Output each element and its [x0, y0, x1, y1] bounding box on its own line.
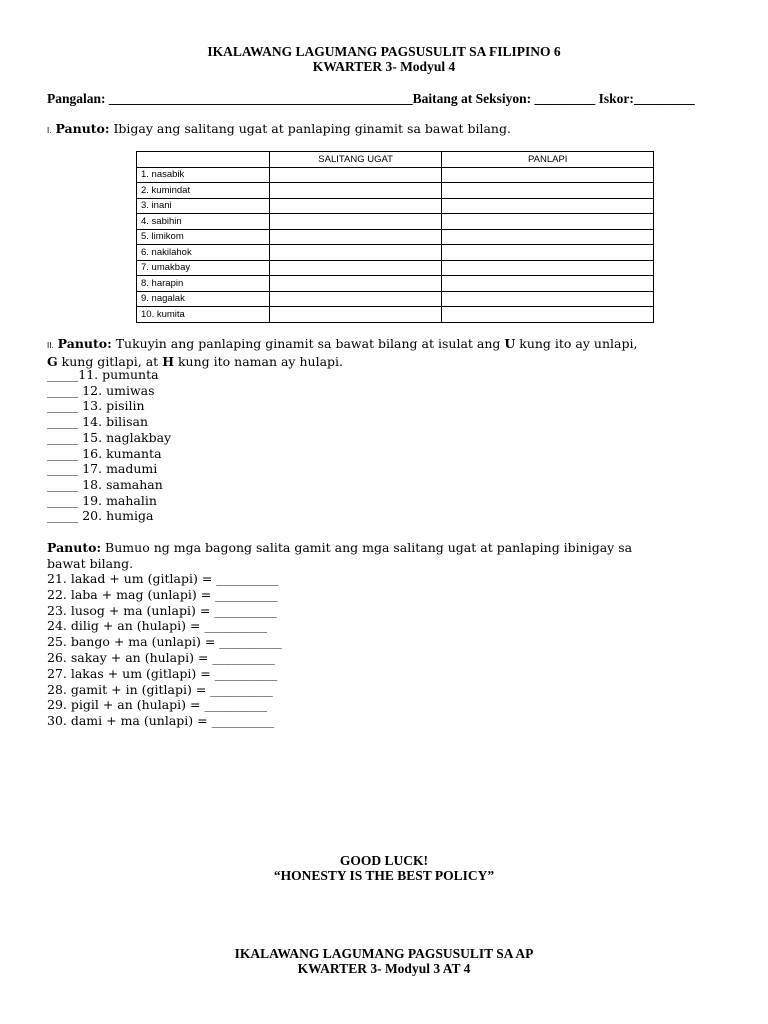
list-item[interactable]: _____11. pumunta [47, 367, 159, 382]
student-info-line [47, 91, 727, 107]
table-row [137, 183, 654, 199]
part1-instruction [47, 121, 511, 139]
table-cell-root-input[interactable] [269, 229, 442, 245]
table-row [137, 214, 654, 230]
table-cell-affix-input[interactable] [442, 307, 654, 323]
table-header-affix: PANLAPI [442, 152, 654, 168]
part1-text: Ibigay ang salitang ugat at panlaping ginamit sa bawat bilang. [109, 121, 511, 136]
part3-label: Panuto: [47, 540, 102, 555]
table-cell-affix-input[interactable] [442, 214, 654, 230]
table-cell-affix-input[interactable] [442, 260, 654, 276]
part2-roman: II. [47, 341, 54, 350]
table-cell-affix-input[interactable] [442, 167, 654, 183]
part2-text: kung ito ay unlapi, [515, 336, 638, 351]
list-item[interactable]: 26. sakay + an (hulapi) = __________ [47, 649, 275, 665]
list-item[interactable]: 28. gamit + in (gitlapi) = __________ [47, 681, 273, 697]
table-cell-affix-input[interactable] [442, 291, 654, 307]
table-cell-word: 1. nasabik [137, 167, 270, 183]
list-item[interactable]: 22. laba + mag (unlapi) = __________ [47, 586, 278, 602]
list-item[interactable]: _____ 18. samahan [47, 476, 163, 492]
table-cell-affix-input[interactable] [442, 245, 654, 261]
table-row [137, 260, 654, 276]
closing-good-luck: GOOD LUCK! [339, 853, 429, 868]
part1-label: Panuto: [55, 121, 110, 136]
list-item[interactable]: _____ 16. kumanta [47, 445, 162, 461]
table-cell-word: 3. inani [137, 198, 270, 214]
next-test-subtitle: KWARTER 3- Modyul 3 AT 4 [297, 961, 471, 976]
part2-text: kung gitlapi, at [57, 354, 163, 369]
table-cell-word: 2. kumindat [137, 183, 270, 199]
table-cell-affix-input[interactable] [442, 198, 654, 214]
part3-items [47, 571, 282, 729]
table-row [137, 167, 654, 183]
list-item[interactable]: 29. pigil + an (hulapi) = __________ [47, 697, 267, 713]
table-cell-root-input[interactable] [269, 214, 442, 230]
page-subtitle: KWARTER 3- Modyul 4 [312, 59, 456, 74]
list-item[interactable]: _____ 13. pisilin [47, 398, 145, 414]
list-item[interactable]: _____ 17. madumi [47, 461, 158, 477]
table-row [137, 307, 654, 323]
part3-text: Bumuo ng mga bagong salita gamit ang mga salitang ugat at panlaping ibinigay sa bawat bilang. [47, 540, 633, 571]
table-cell-root-input[interactable] [269, 167, 442, 183]
list-item[interactable]: 27. lakas + um (gitlapi) = __________ [47, 665, 278, 681]
table-cell-root-input[interactable] [269, 260, 442, 276]
part1-roman: I. [47, 126, 52, 135]
table-cell-root-input[interactable] [269, 183, 442, 199]
table-row [137, 245, 654, 261]
letter-h: H [162, 354, 174, 369]
part2-text: Tukuyin ang panlaping ginamit sa bawat bilang at isulat ang [111, 336, 505, 351]
list-item[interactable]: _____ 19. mahalin [47, 492, 157, 508]
table-cell-root-input[interactable] [269, 307, 442, 323]
table-header-item [137, 152, 270, 168]
list-item[interactable]: 25. bango + ma (unlapi) = __________ [47, 634, 282, 650]
table-row [137, 291, 654, 307]
name-label: Pangalan: [47, 91, 109, 106]
list-item[interactable]: 21. lakad + um (gitlapi) = __________ [47, 571, 279, 586]
part2-instruction [47, 336, 647, 370]
answer-table [136, 151, 654, 323]
score-label: Iskor: [595, 91, 634, 106]
table-row [137, 276, 654, 292]
table-cell-affix-input[interactable] [442, 183, 654, 199]
table-cell-word: 10. kumita [137, 307, 270, 323]
list-item[interactable]: 24. dilig + an (hulapi) = __________ [47, 618, 267, 634]
table-cell-root-input[interactable] [269, 276, 442, 292]
table-cell-word: 9. nagalak [137, 291, 270, 307]
letter-g: G [47, 354, 58, 369]
part3-instruction [47, 540, 667, 572]
list-item[interactable]: _____ 15. naglakbay [47, 429, 172, 445]
closing-motto: “HONESTY IS THE BEST POLICY” [273, 868, 495, 883]
table-cell-word: 4. sabihin [137, 214, 270, 230]
next-test-title: IKALAWANG LAGUMANG PAGSUSULIT SA AP [234, 946, 534, 961]
table-cell-root-input[interactable] [269, 291, 442, 307]
table-cell-word: 6. nakilahok [137, 245, 270, 261]
table-cell-word: 8. harapin [137, 276, 270, 292]
table-row [137, 229, 654, 245]
letter-u: U [504, 336, 516, 351]
table-header-row [137, 152, 654, 168]
table-row [137, 198, 654, 214]
grade-section-field[interactable]: _________ [534, 91, 596, 106]
table-cell-root-input[interactable] [269, 245, 442, 261]
table-cell-word: 5. limikom [137, 229, 270, 245]
page-title: IKALAWANG LAGUMANG PAGSUSULIT SA FILIPINO 6 [207, 44, 561, 59]
table-cell-affix-input[interactable] [442, 229, 654, 245]
part2-text: kung ito naman ay hulapi. [174, 354, 343, 369]
list-item[interactable]: _____ 14. bilisan [47, 414, 148, 430]
table-cell-affix-input[interactable] [442, 276, 654, 292]
grade-section-label: Baitang at Seksiyon: [412, 91, 535, 106]
score-field[interactable]: _________ [633, 91, 695, 106]
table-header-root-word: SALITANG UGAT [269, 152, 442, 168]
part2-label: Panuto: [57, 336, 112, 351]
table-cell-word: 7. umakbay [137, 260, 270, 276]
list-item[interactable]: 30. dami + ma (unlapi) = __________ [47, 713, 275, 729]
list-item[interactable]: _____ 20. humiga [47, 508, 154, 524]
part2-items [47, 367, 171, 524]
name-field[interactable]: _____________________________________________ [108, 91, 413, 106]
list-item[interactable]: _____ 12. umiwas [47, 382, 155, 398]
list-item[interactable]: 23. lusog + ma (unlapi) = __________ [47, 602, 277, 618]
table-cell-root-input[interactable] [269, 198, 442, 214]
